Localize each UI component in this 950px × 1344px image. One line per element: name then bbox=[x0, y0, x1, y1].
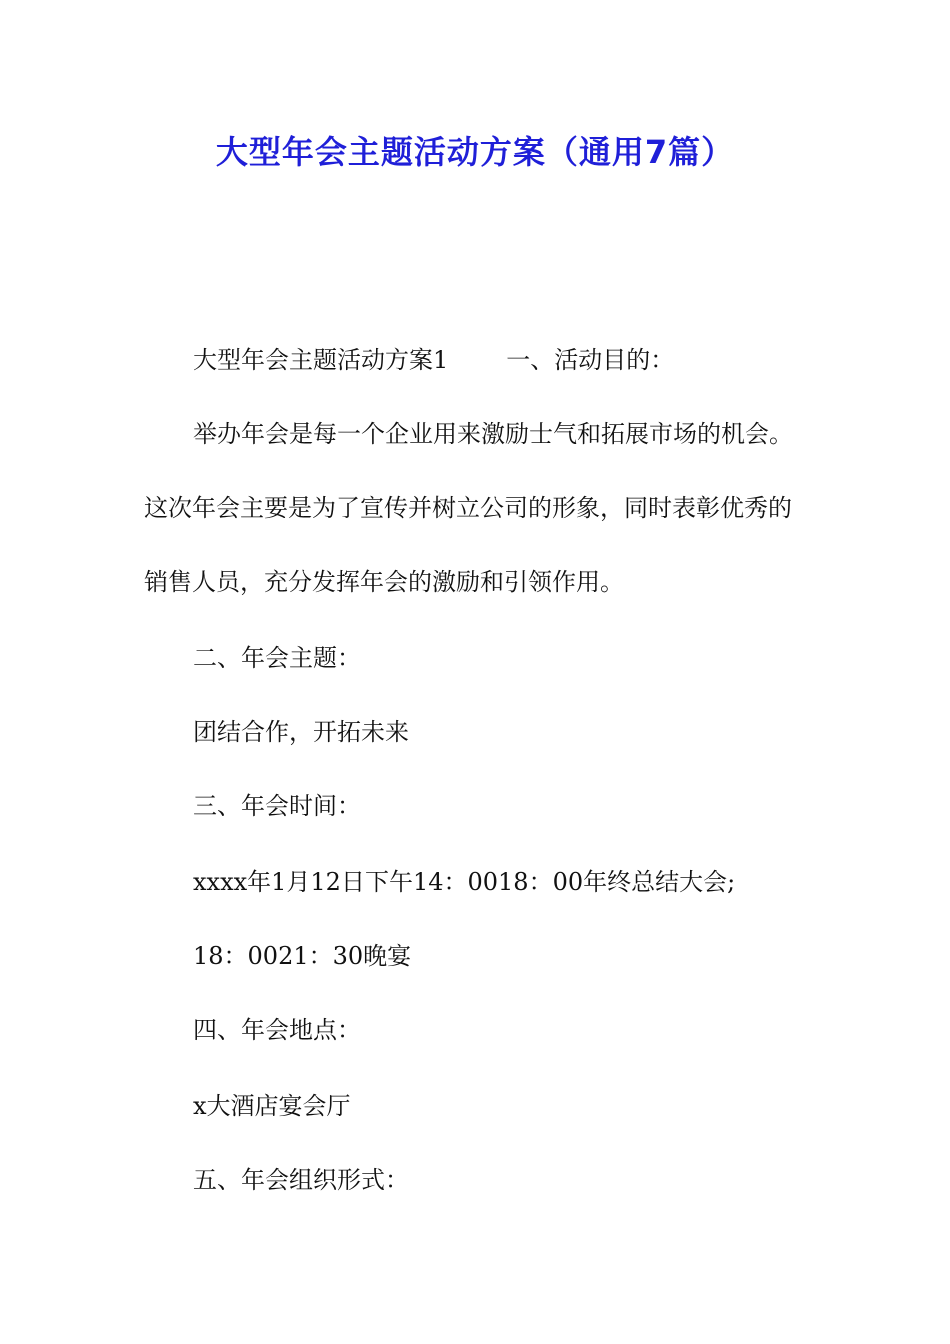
paragraph-line: xxxx年1月12日下午14：0018：00年终总结大会; bbox=[193, 868, 736, 896]
section-heading: 三、年会时间： bbox=[193, 792, 361, 820]
paragraph-line: 举办年会是每一个企业用来激励士气和拓展市场的机会。 bbox=[193, 420, 793, 448]
section-heading-line bbox=[193, 344, 674, 376]
plan-heading: 大型年会主题活动方案1 bbox=[193, 346, 449, 374]
document-title: 大型年会主题活动方案（通用7篇） bbox=[215, 133, 735, 171]
paragraph-line: 18：0021：30晚宴 bbox=[193, 942, 412, 970]
section-heading: 一、活动目的： bbox=[506, 346, 675, 374]
paragraph-line: 这次年会主要是为了宣传并树立公司的形象，同时表彰优秀的 bbox=[144, 494, 792, 522]
section-heading: 二、年会主题： bbox=[193, 644, 361, 672]
section-heading: 五、年会组织形式： bbox=[193, 1166, 409, 1194]
paragraph-line: 销售人员，充分发挥年会的激励和引领作用。 bbox=[144, 568, 624, 596]
paragraph-line: 团结合作，开拓未来 bbox=[193, 718, 409, 746]
paragraph-line: x大酒店宴会厅 bbox=[193, 1092, 351, 1120]
section-heading: 四、年会地点： bbox=[193, 1016, 361, 1044]
